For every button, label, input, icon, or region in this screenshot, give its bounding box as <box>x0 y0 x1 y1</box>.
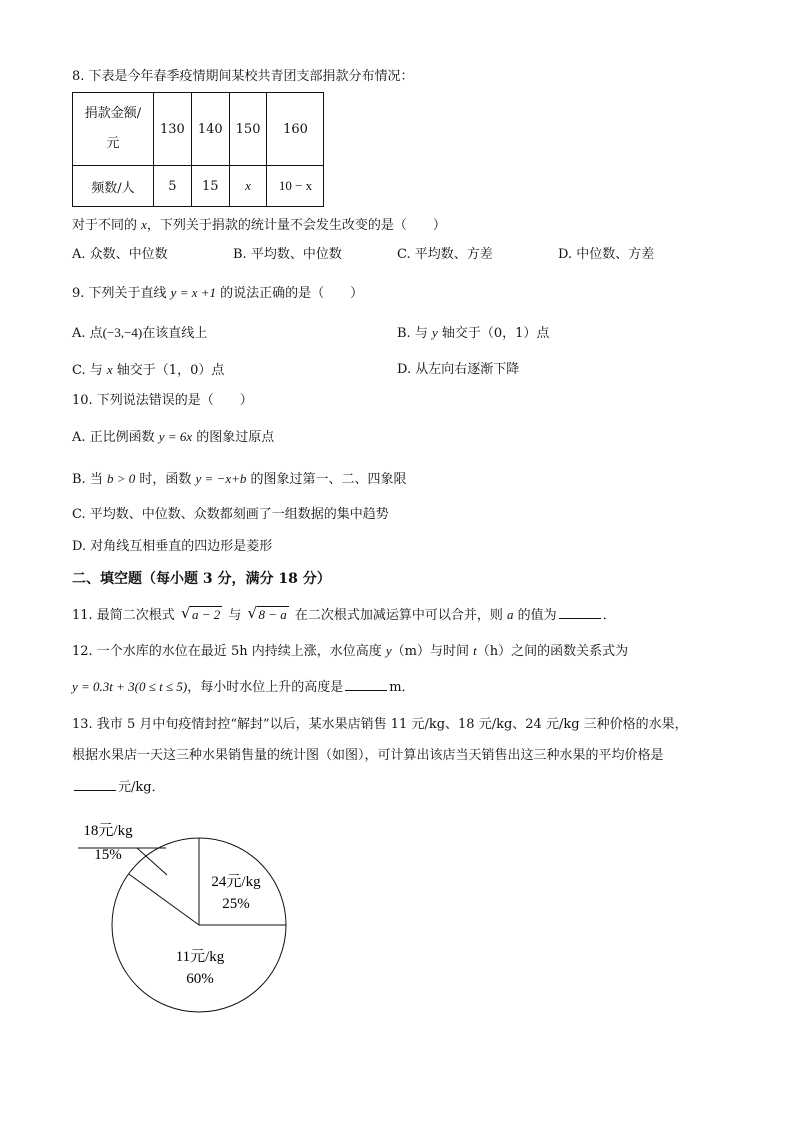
table-cell: 160 <box>267 93 324 166</box>
q9-option-d: D. 从左向右逐渐下降 <box>397 362 520 377</box>
sqrt-1: √ a − 2 <box>180 604 221 622</box>
table-cell: x <box>229 166 267 207</box>
slice-percent-60: 60% <box>186 971 214 987</box>
slice-label-24: 24元/kg <box>211 874 261 890</box>
q10-option-c: C. 平均数、中位数、众数都刻画了一组数据的集中趋势 <box>72 507 389 522</box>
slice-percent-25: 25% <box>222 896 250 912</box>
answer-blank <box>74 778 116 791</box>
q13-line1: 13. 我市 5 月中旬疫情封控“解封”以后，某水果店销售 11 元/kg、18 元/kg、24 元/kg 三种价格的水果， <box>72 717 688 732</box>
q9-stem: 9. 下列关于直线 y = x +1 的说法正确的是（ ） <box>72 285 364 301</box>
q12-line2: y = 0.3t + 3(0 ≤ t ≤ 5)，每小时水位上升的高度是 m． <box>72 679 415 695</box>
table-cell: 15 <box>191 166 229 207</box>
section-title: 二、填空题（每小题 3 分，满分 18 分） <box>72 571 331 587</box>
q10-option-a: A. 正比例函数 y = 6x 的图象过原点 <box>72 429 275 445</box>
q8-option-b: B. 平均数、中位数 <box>233 247 342 262</box>
q10-option-b: B. 当 b > 0 时，函数 y = −x+b 的图象过第一、二、四象限 <box>72 471 407 487</box>
table-cell: 140 <box>191 93 229 166</box>
q11: 11. 最简二次根式 √ a − 2 与 √ 8 − a 在二次根式加减运算中可以合并，则 a 的值为 ． <box>72 604 616 623</box>
q10-option-d: D. 对角线互相垂直的四边形是菱形 <box>72 539 273 554</box>
answer-blank <box>559 606 601 619</box>
q9-option-c: C. 与 x 轴交于（1，0）点 <box>72 362 225 378</box>
table-cell: 150 <box>229 93 267 166</box>
slice-label-11: 11元/kg <box>175 949 225 965</box>
q10-stem: 10. 下列说法错误的是（ ） <box>72 393 253 408</box>
table-cell: 5 <box>154 166 192 207</box>
answer-blank <box>345 678 387 691</box>
slice-percent-15: 15% <box>94 847 122 863</box>
slice-label-18: 18元/kg <box>83 823 133 839</box>
pie-chart <box>72 815 312 1020</box>
q8-option-d: D. 中位数、方差 <box>558 247 655 262</box>
q8-stem: 8. 下表是今年春季疫情期间某校共青团支部捐款分布情况： <box>72 69 414 84</box>
slice-divider <box>129 874 199 925</box>
q13-line2: 根据水果店一天这三种水果销售量的统计图（如图），可计算出该店当天销售出这三种水果的平均价格是 <box>72 748 664 763</box>
q12-line1: 12. 一个水库的水位在最近 5h 内持续上涨，水位高度 y（m）与时间 t（h）之间的函数关系式为 <box>72 643 629 659</box>
q9-option-a: A. 点(−3,−4)在该直线上 <box>72 325 208 341</box>
q8-option-c: C. 平均数、方差 <box>397 247 493 262</box>
sqrt-2: √ 8 − a <box>247 604 287 622</box>
q8-option-a: A. 众数、中位数 <box>72 247 168 262</box>
donation-table <box>72 92 324 207</box>
table-cell: 130 <box>154 93 192 166</box>
q13-line3: 元/kg． <box>72 778 165 797</box>
table-cell: 10 − x <box>267 166 324 207</box>
q8-question: 对于不同的 x，下列关于捐款的统计量不会发生改变的是（ ） <box>72 217 446 233</box>
table-header-freq: 频数/人 <box>73 166 154 207</box>
table-header-amount: 捐款金额/ 元 <box>73 93 154 166</box>
q9-option-b: B. 与 y 轴交于（0，1）点 <box>397 325 550 341</box>
